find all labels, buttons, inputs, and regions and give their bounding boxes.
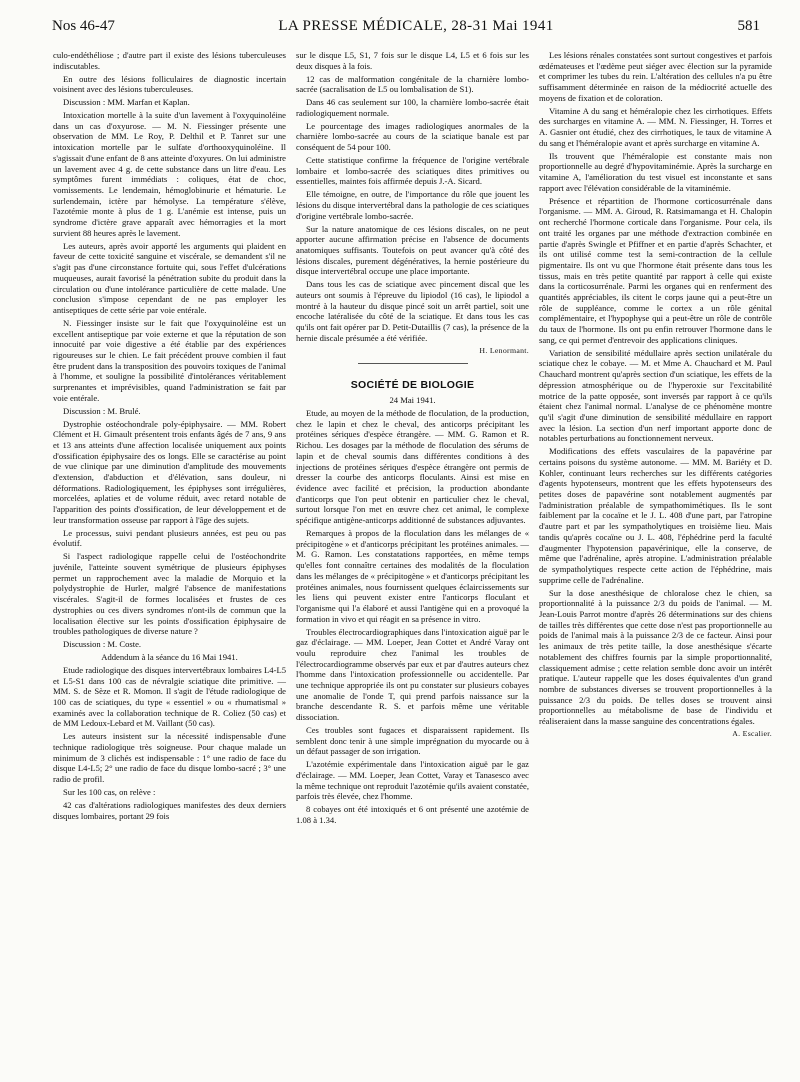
journal-title: LA PRESSE MÉDICALE, 28-31 Mai 1941: [278, 18, 554, 34]
paragraph: Sur la dose anesthésique de chloralose chez le chien, sa proportionnalité à la puissance 2/3 du poids de l'animal. — M. Jean-Louis Parrot montre d'après 26 déterminations sur des chiens de tailles très différentes que cette dose n'est pas proportionnelle au poids de l'animal mais à la puissance 2/3 de ce facteur. Ainsi pour les animaux de très petite taille, la dose anesthésique s'écarte notablement des chiffres fournis par la simple proportionnalité, classiquement admise ; cette relation semble donc avoir un intérêt pratique. L'auteur rappelle que les doses équivalentes d'un grand nombre de substances diverses se trouvent proportionnelles à la puissance 2/3 du poids. De telles doses se trouvent ainsi proportionnelles au métabolisme de base de l'individu et réaliseraient dans la masse sanguine des concentrations égales.: [539, 587, 772, 727]
paragraph: Vitamine A du sang et héméralopie chez les cirrhotiques. Effets des surcharges en vitamine A. — MM. N. Fiessinger, H. Torres et A. Gasnier ont étudié, chez des cirrhotiques, le taux de vitamine A du sang et l'héméralopie avant et après surcharge en vitamine A.: [539, 105, 772, 148]
paragraph: Présence et répartition de l'hormone corticosurrénale dans l'organisme. — MM. A. Giroud, R. Ratsimamanga et H. Chalopin ont recherché l'hormone corticale dans l'organisme. Pour cela, ils ont traité les organes par une méthode d'extraction combinée en partie d'après Swingle et Pfiffner et en partie d'après Schachter, et ils ont utilisé comme test la semi-contraction de la cellule pigmentaire. Ils ont vu que l'hormone était présente dans tous les tissus, mais en très petite quantité par rapport à celle qui existe dans la corticosurrénale. Parmi les organes qui en renferment des quantités appréciables, ils citent le corps jaune qui a peut-être un rôle de suppléance, comme le cortex a un rôle génital complémentaire, et l'hypophyse qui a peut-être un rôle de contrôle du taux de l'hormone. Ils ont pu enfin retrouver l'hormone dans le sang, ce qui permet d'entrevoir des applications cliniques.: [539, 195, 772, 345]
issue-number: Nos 46-47: [52, 18, 115, 34]
paragraph: Etude, au moyen de la méthode de floculation, de la production, chez le lapin et chez le cheval, des anticorps précipitant les protéines sériques d'espèce étrangère. — MM. G. Ramon et R. Richou. Les dosages par la méthode de floculation des sérums de lapin et de cheval soumis dans différentes conditions à des injections de protéines sériques d'espèce étrangère ont permis de dresser la courbe des anticorps floculants. Ainsi est mise en évidence avec facilité et précision, la production abondante d'anticorps que l'on peut obtenir en particulier chez le cheval, surtout lorsque l'on met en œuvre chez cet animal, le complexe spécifique antigène-anticorps additionné de substances adjuvantes.: [296, 408, 529, 526]
paragraph: A. Escalier.: [732, 728, 772, 738]
paragraph: 12 cas de malformation congénitale de la charnière lombo-sacrée (sacralisation de L5 ou lombalisation de S1).: [296, 73, 529, 95]
paragraph: Discussion : M. Brulé.: [63, 405, 141, 416]
paragraph: Le pourcentage des images radiologiques anormales de la charnière lombo-sacrée au cours de la sciatique banale est par conséquent de 54 pour 100.: [296, 120, 529, 153]
paragraph: Ils trouvent que l'héméralopie est constante mais non proportionnelle au degré d'hypovitaminémie. Après la surcharge en vitamine A, l'amélioration du test visuel est inconstante et sans rapport avec l'élévation considérable de la vitaminémie.: [539, 150, 772, 193]
paragraph: Troubles électrocardiographiques dans l'intoxication aiguë par le gaz d'éclairage. — MM. Loeper, Jean Cottet et André Varay ont voulu reproduire chez l'animal les troubles de l'électrocardiogramme observés par eux et par d'autres auteurs chez l'homme dans l'intoxication professionnelle ou accidentelle. Par une technique appropriée ils ont pu constater sur plusieurs cobayes une anomalie de l'onde T, qui prend parfois naissance sur la branche descendante R. S. et parfois même une véritable dissociation.: [296, 626, 529, 723]
paragraph: Elle témoigne, en outre, de l'importance du rôle que jouent les lésions du disque intervertébral dans la pathologie de ces sciatiques d'origine vertébrale lombo-sacrée.: [296, 189, 529, 221]
paragraph: sur le disque L5, S1, 7 fois sur le disque L4, L5 et 6 fois sur les deux disques à la fois.: [296, 50, 529, 71]
paragraph: Le processus, suivi pendant plusieurs années, est peu ou pas évolutif.: [53, 527, 286, 549]
page-header: [52, 18, 760, 38]
paragraph: Remarques à propos de la floculation dans les mélanges de « précipitogène » et d'anticorps précipitant les protéines animales. — M. G. Ramon. Les constatations rapportées, en même temps qu'elles font connaître certaines des modalités de la floculation dans les mélanges de « précipitogène » et d'anticorps précipitant les protéines animales, nous fournissent quelques éclaircissements sur les liens qui peuvent exister entre l'anticorps floculant et l'organisme qui l'a élaboré et aussi l'antigène qui en a provoqué la formation in vivo et qui réagit en sa présence in vitro.: [296, 528, 529, 624]
column-right: [539, 50, 772, 1075]
paragraph: Dans 46 cas seulement sur 100, la charnière lombo-sacrée était radiologiquement normale.: [296, 97, 529, 118]
paragraph: SOCIÉTÉ DE BIOLOGIE: [350, 379, 475, 392]
paragraph: Discussion : MM. Marfan et Kaplan.: [63, 97, 190, 108]
paragraph: H. Lenormant.: [479, 345, 529, 355]
paragraph: Etude radiologique des disques intervertébraux lombaires L4-L5 et L5-S1 dans 100 cas de névralgie sciatique dite primitive. — MM. S. de Sèze et R. Momon. Il s'agit de l'étude radiologique de 100 cas de sciatiques, du type « essentiel » ou « rhumatismal » examinés avec la collaboration technique de R. Coliez (50 cas) et de MM Ledoux-Lebard et M. Vaillant (50 cas).: [53, 664, 286, 729]
section-divider: [358, 363, 468, 364]
paragraph: culo-endéthéliose ; d'autre part il existe des lésions tuberculeuses indiscutables.: [53, 50, 286, 71]
paragraph: Si l'aspect radiologique rappelle celui de l'ostéochondrite juvénile, l'atteinte souvent symétrique de plusieurs épiphyses permet un rapprochement avec la maladie de Morquio et la polydystrophie de Hurler, malgré l'absence de manifestations viscérales. S'agit-il de formes localisées et frustes de ces dystrophies ou ces divers syndromes n'ont-ils de commun que la localisation élective sur les points d'ossification épiphysaire de troubles pathologiques de diverse nature ?: [53, 551, 286, 637]
paragraph: 24 Mai 1941.: [389, 395, 436, 406]
paragraph: N. Fiessinger insiste sur le fait que l'oxyquinoléine est un excellent antiseptique par voie externe et que la réputation de son innocuité par voie digestive a été établie par des expériences rigoureuses sur le chien. Le fait précédent prouve combien il faut être prudent dans la transposition des pouvoirs toxiques de l'animal à l'homme, et souligne la possibilité d'intolérances véritablement surprenantes et imprévisibles, quand l'administration se fait par voie entérale.: [53, 317, 286, 403]
paragraph: Discussion : M. Coste.: [63, 639, 142, 650]
paragraph: Ces troubles sont fugaces et disparaissent rapidement. Ils semblent donc tenir à une simple imprégnation du myocarde ou à un défaut passager de son irrigation.: [296, 725, 529, 757]
paragraph: Cette statistique confirme la fréquence de l'origine vertébrale lombaire et lombo-sacrée des sciatiques dites primitives ou essentielles, maintes fois affirmée depuis J.-A. Sicard.: [296, 155, 529, 187]
column-left: [53, 50, 286, 1075]
column-middle: [296, 50, 529, 1075]
paragraph: Addendum à la séance du 16 Mai 1941.: [101, 652, 238, 663]
paragraph: Dans tous les cas de sciatique avec pincement discal que les auteurs ont soumis à l'épreuve du lipiodol (16 cas), le lipiodol a montré à la hauteur du disque pincé soit un arrêt partiel, soit une encoche latéralisée du côté de la sciatique. Et dans tous les cas qu'ils ont fait opérer par D. Petit-Dutaillis (7 cas), la présence de la hernie discale présumée a été vérifiée.: [296, 279, 529, 343]
paragraph: En outre des lésions folliculaires de diagnostic incertain voisinent avec des lésions tuberculeuses.: [53, 73, 286, 95]
paragraph: Variation de sensibilité médullaire après section unilatérale du sciatique chez le cobaye. — M. et Mme A. Chauchard et M. Paul Chauchard montrent qu'après section d'un sciatique, les effets de la dépression atmosphérique ou de l'hyperoxie sur l'excitabilité motrice de la patte opposée, sont inversés par rapport à ce qu'ils étaient chez l'animal normal. L'analyse de ce phénomène montre qu'il s'agit d'une diminution de sensibilité médullaire en rapport avec la lésion. La section d'un nerf important apporte donc de notables perturbations au fonctionnement nerveux.: [539, 347, 772, 444]
paragraph: Modifications des effets vasculaires de la papavérine par certains poisons du système autonome. — MM. M. Bariéty et D. Kohler, continuant leurs recherches sur les différents catégories d'agents hypotenseurs, montrent que les effets hypotenseurs des petites doses de papavérine sont notablement augmentés par l'administration préalable de sympathomimétiques. Ils le sont faiblement par la cocaïne et le J. L. 408 d'une part, par l'atropine d'autre part et par les sympatholytiques en troisième lieu. Mais tandis qu'après cocaïne ou J. L. 408, l'éphédrine perd la faculté d'augmenter l'hypotension papavérinique, elle la conserve, de même que l'adrénaline, après atropine. L'administration préalable de sympatholytiques respecte cette action de l'éphédrine, mais supprime celle de l'adrénaline.: [539, 446, 772, 585]
paragraph: 8 cobayes ont été intoxiqués et 6 ont présenté une azotémie de 1.08 à 1.34.: [296, 804, 529, 826]
paragraph: Dystrophie ostéochondrale poly-épiphysaire. — MM. Robert Clément et H. Gimault présentent trois enfants âgés de 7 ans, 9 ans et 13 ans atteints d'une affection localisée uniquement aux points d'ossification épiphysaire des os longs. Elle se caractérise au point de vue clinique par une diminution d'amplitude des mouvements d'extension, d'abduction et d'élévation, sans douleur, ni déformations. Radiologiquement, les épiphyses sont irrégulières, morcelées, aplaties et de volume réduit, avec retard notable de l'apparition des points d'ossification, de leur développement et de leur transformation osseuse par rapport à l'âge des sujets.: [53, 418, 286, 525]
paragraph: 42 cas d'altérations radiologiques manifestes des deux derniers disques lombaires, portant 29 fois: [53, 799, 286, 821]
paragraph: Les lésions rénales constatées sont surtout congestives et parfois œdémateuses et l'œdème peut siéger avec élection sur la pyramide et comprimer les tubes du rein. L'altération des cellules n'a pu être suffisamment déterminée en raison de la médiocrité actuelle des moyens de fixation et de coloration.: [539, 50, 772, 103]
paragraph: Les auteurs, après avoir apporté les arguments qui plaident en faveur de cette toxicité sanguine et viscérale, se demandent s'il ne s'agit pas d'une circonstance fortuite qui, sous l'effet d'ulcérations muqueuses, aurait favorisé la pénétration subite du produit dans la circulation ou d'une intolérance particulière de cette malade. Une conclusion s'impose cependant de ne pas employer les antiseptiques de cette série par voie entérale.: [53, 240, 286, 315]
paragraph: Les auteurs insistent sur la nécessité indispensable d'une technique radiologique très soigneuse. Pour chaque malade un minimum de 3 clichés est indispensable : 1° une radio de face du disque L4-L5; 2° une radio de face du disque lombo-sacré ; 3° une radio de profil.: [53, 731, 286, 785]
paragraph: Sur la nature anatomique de ces lésions discales, on ne peut apporter aucune affirmation précise en l'absence de documents anatomiques suffisants. Toutefois on peut avancer qu'à côté des lésions discales, purement dégénératives, la hernie postérieure du disque intervertébral occupe une place importante.: [296, 223, 529, 277]
paragraph: L'azotémie expérimentale dans l'intoxication aiguë par le gaz d'éclairage. — MM. Loeper, Jean Cottet, Varay et Tanasesco avec la même technique ont reproduit l'azotémie qu'ils avaient constatée, parfois très élevée, chez l'homme.: [296, 759, 529, 802]
page-number: 581: [737, 18, 760, 34]
paragraph: Sur les 100 cas, on relève :: [63, 787, 156, 798]
paragraph: Intoxication mortelle à la suite d'un lavement à l'oxyquinoléine dans un cas d'oxyurose. — M. N. Fiessinger présente une observation de MM. Le Roy, P. Delthil et P. Tanret sur une intoxication mortelle par le sulfate d'orthooxyquinoléine. Il s'agissait d'une enfant de 8 ans atteinte d'oxyures. On lui administre un lavement avec 4 g. de cette substance dans un litre d'eau. Les symptômes furent immédiats : coliques, état de choc, vomissements. Le lendemain, hémoglobinurie et hématurie. Le surlendemain, ictère par hémolyse. La température s'élève, l'azotémie monte à plus de 1 g. L'anémie est intense, puis un syndrome d'ictère grave apparaît avec hémorragies et la mort survient 88 heures après le lavement.: [53, 110, 286, 238]
article-columns: [53, 50, 773, 1075]
